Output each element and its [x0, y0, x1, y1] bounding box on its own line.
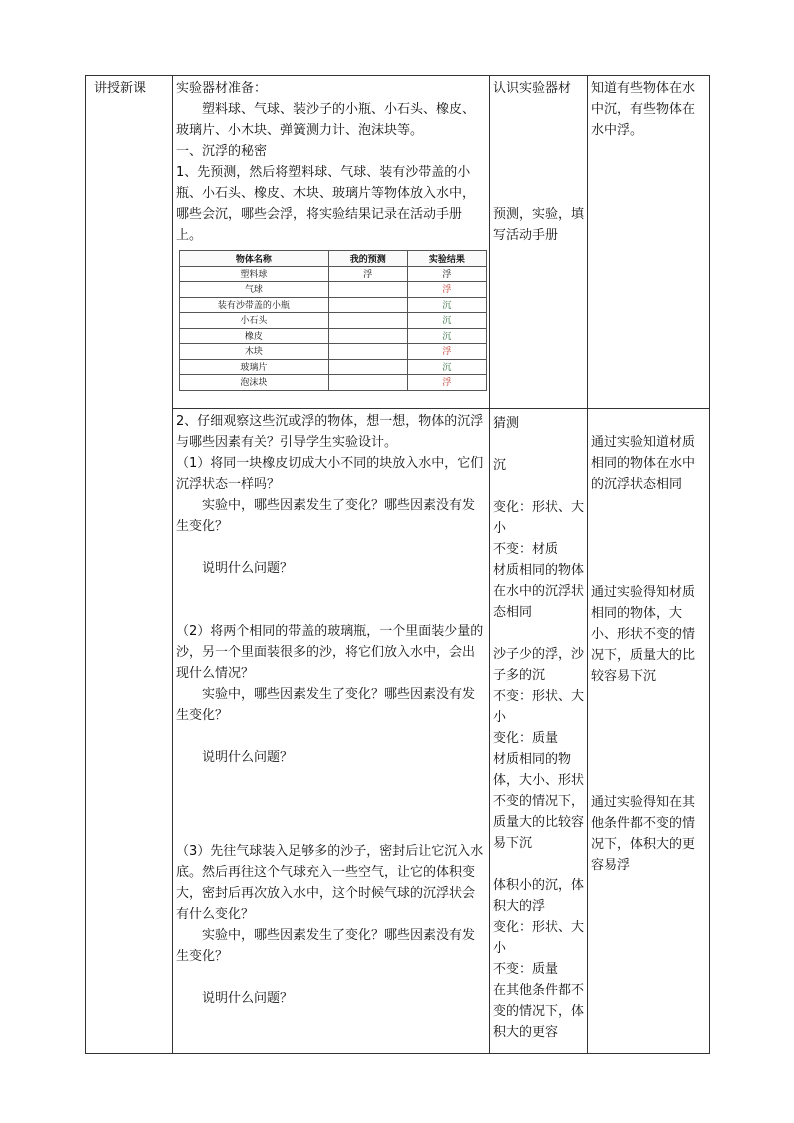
step1-text: 1、先预测，然后将塑料球、气球、装有沙带盖的小瓶、小石头、橡皮、木块、玻璃片等物体放入水中，哪些会沉，哪些会浮，将实验结果记录在活动手册上。 — [176, 165, 476, 243]
question-1-explain: 说明什么问题？ — [202, 561, 294, 576]
student-1-a: 沉 — [493, 458, 507, 473]
result-row — [180, 344, 487, 360]
result-outcome: 浮 — [407, 282, 486, 298]
student-3-c: 不变：质量 — [493, 962, 559, 977]
question-3-explain: 说明什么问题？ — [202, 991, 294, 1006]
result-object-name: 装有沙带盖的小瓶 — [180, 297, 329, 313]
result-object-name: 小石头 — [180, 313, 329, 329]
result-object-name: 泡沫块 — [180, 375, 329, 391]
result-object-name: 塑料球 — [180, 266, 329, 282]
lesson-plan-table — [85, 75, 710, 1054]
question-1-change: 实验中，哪些因素发生了变化？哪些因素没有发生变化？ — [176, 498, 476, 534]
section-heading: 一、沉浮的秘密 — [176, 144, 268, 159]
result-row — [180, 328, 487, 344]
question-2: （2）将两个相同的带盖的玻璃瓶，一个里面装少量的沙，另一个里面装很多的沙，将它们放入水中，会出现什么情况？ — [176, 624, 484, 681]
result-outcome: 沉 — [407, 313, 486, 329]
goal-1: 通过实验知道材质相同的物体在水中的沉浮状态相同 — [591, 435, 696, 492]
section2-intro: 2、仔细观察这些沉或浮的物体，想一想，物体的沉浮与哪些因素有关？引导学生实验设计。 — [176, 414, 484, 450]
result-row — [180, 266, 487, 282]
student-activity-cell-1 — [490, 76, 588, 409]
goal-cell-2 — [588, 409, 710, 1054]
goal-cell-1 — [588, 76, 710, 409]
table-row — [86, 76, 710, 409]
header-prediction: 我的预测 — [328, 251, 407, 267]
goal-2: 通过实验得知材质相同的物体，大小、形状不变的情况下，质量大的比较容易下沉 — [591, 585, 696, 684]
student-2-d: 材质相同的物体，大小、形状不变的情况下，质量大的比较容易下沉 — [493, 752, 585, 851]
result-outcome: 浮 — [407, 375, 486, 391]
materials-title: 实验器材准备： — [176, 81, 268, 96]
goal-text: 知道有些物体在水中沉，有些物体在水中浮。 — [591, 81, 696, 138]
result-outcome: 沉 — [407, 359, 486, 375]
result-prediction — [328, 344, 407, 360]
student-1-b: 变化：形状、大小 — [493, 500, 585, 536]
student-3-d: 在其他条件都不变的情况下，体积大的更容 — [493, 983, 585, 1040]
goal-3: 通过实验得知在其他条件都不变的情况下，体积大的更容易浮 — [591, 795, 696, 873]
result-prediction — [328, 297, 407, 313]
student-activity-cell-2 — [490, 409, 588, 1054]
result-row — [180, 375, 487, 391]
question-2-change: 实验中，哪些因素发生了变化？哪些因素没有发生变化？ — [176, 687, 476, 723]
teacher-activity-cell-1 — [173, 76, 490, 409]
result-row — [180, 313, 487, 329]
header-result: 实验结果 — [407, 251, 486, 267]
student-2-b: 不变：形状、大小 — [493, 689, 585, 725]
result-outcome: 浮 — [407, 266, 486, 282]
student-activity-a: 认识实验器材 — [493, 81, 572, 96]
header-object: 物体名称 — [180, 251, 329, 267]
result-object-name: 木块 — [180, 344, 329, 360]
result-prediction — [328, 282, 407, 298]
question-3-change: 实验中，哪些因素发生了变化？哪些因素没有发生变化？ — [176, 928, 476, 964]
teacher-activity-cell-2 — [173, 409, 490, 1054]
result-outcome: 沉 — [407, 328, 486, 344]
stage-label: 讲授新课 — [94, 81, 147, 96]
student-activity-b: 预测，实验，填写活动手册 — [493, 207, 585, 243]
student-2-c: 变化：质量 — [493, 731, 559, 746]
result-outcome: 浮 — [407, 344, 486, 360]
result-row — [180, 282, 487, 298]
result-table-header — [180, 251, 487, 267]
result-prediction — [328, 359, 407, 375]
result-outcome: 沉 — [407, 297, 486, 313]
question-1: （1）将同一块橡皮切成大小不同的块放入水中，它们沉浮状态一样吗？ — [176, 456, 484, 492]
question-2-explain: 说明什么问题？ — [202, 750, 294, 765]
result-prediction — [328, 313, 407, 329]
student-1-d: 材质相同的物体在水中的沉浮状态相同 — [493, 563, 585, 620]
result-object-name: 气球 — [180, 282, 329, 298]
student-guess: 猜测 — [493, 416, 520, 431]
result-prediction: 浮 — [328, 266, 407, 282]
result-row — [180, 359, 487, 375]
result-prediction — [328, 328, 407, 344]
student-3-a: 体积小的沉，体积大的浮 — [493, 878, 585, 914]
result-object-name: 橡皮 — [180, 328, 329, 344]
materials-body: 塑料球、气球、装沙子的小瓶、小石头、橡皮、玻璃片、小木块、弹簧测力计、泡沫块等。 — [176, 102, 476, 138]
stage-cell — [86, 76, 173, 1054]
student-3-b: 变化：形状、大小 — [493, 920, 585, 956]
result-prediction — [328, 375, 407, 391]
question-3: （3）先往气球装入足够多的沙子，密封后让它沉入水底。然后再往这个气球充入一些空气，让它的体积变大，密封后再次放入水中，这个时候气球的沉浮状会有什么变化？ — [176, 844, 484, 922]
result-row — [180, 297, 487, 313]
table-row — [86, 409, 710, 1054]
student-2-a: 沙子少的浮，沙子多的沉 — [493, 647, 585, 683]
student-1-c: 不变：材质 — [493, 542, 559, 557]
result-object-name: 玻璃片 — [180, 359, 329, 375]
result-table — [179, 250, 487, 391]
